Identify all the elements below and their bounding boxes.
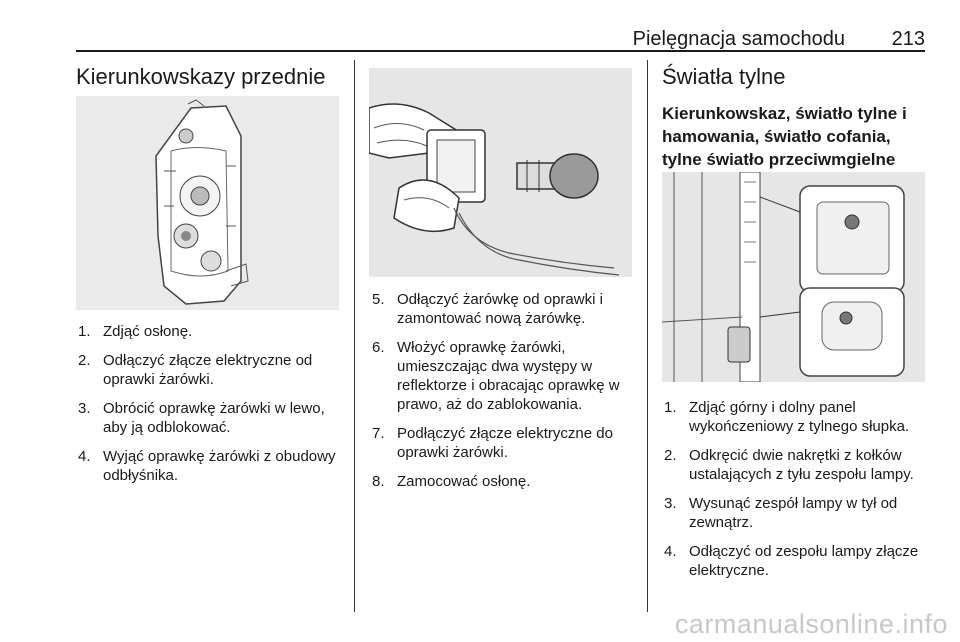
- bulb-replacement-figure: [369, 68, 632, 277]
- front-indicator-figure: [76, 96, 339, 310]
- bulb-replacement-illustration: [369, 68, 632, 277]
- step-item: 1. Zdjąć osłonę.: [78, 323, 193, 340]
- step-item: 4. Odłączyć od zespołu lampy złącze elektryczne.: [664, 543, 919, 579]
- rear-lamp-steps: [664, 398, 934, 590]
- step-item: 2. Odkręcić dwie nakrętki z kołków ustalających z tyłu zespołu lampy.: [664, 447, 914, 483]
- step-item: 7. Podłączyć złącze elektryczne do oprawki żarówki.: [372, 425, 613, 461]
- step-item: 2. Odłączyć złącze elektryczne od oprawki żarówki.: [78, 352, 313, 388]
- column-divider-right: [647, 60, 648, 612]
- section-heading-rear-lights: Światła tylne: [662, 64, 786, 89]
- header-rule: [76, 50, 925, 52]
- watermark-text: carmanualsonline.info: [674, 609, 948, 639]
- step-item: 8. Zamocować osłonę.: [372, 473, 531, 490]
- front-indicator-steps: [78, 322, 350, 495]
- rear-lamp-figure: [662, 172, 925, 382]
- front-indicator-lamp-illustration: [76, 96, 339, 310]
- page-header-title: Pielęgnacja samochodu: [632, 28, 845, 50]
- page-number: 213: [891, 28, 925, 50]
- step-item: 3. Obrócić oprawkę żarówki w lewo, aby ją odblokować.: [78, 400, 325, 436]
- step-item: 4. Wyjąć oprawkę żarówki z obudowy odbłyśnika.: [78, 448, 336, 484]
- bulb-replacement-steps: [372, 290, 644, 501]
- section-heading-front-indicators: Kierunkowskazy przednie: [76, 64, 326, 89]
- step-item: 6. Włożyć oprawkę żarówki, umieszczając dwa występy w reflektorze i obracając oprawkę w prawo, aż do zablokowania.: [372, 339, 620, 413]
- column-divider-left: [354, 60, 355, 612]
- rear-lamp-nuts-illustration: [662, 172, 925, 382]
- step-item: 3. Wysunąć zespół lampy w tył od zewnątrz.: [664, 495, 898, 531]
- step-item: 5. Odłączyć żarówkę od oprawki i zamontować nową żarówkę.: [372, 291, 603, 327]
- subsection-heading: Kierunkowskaz, światło tylne i hamowania, światło cofania, tylne światło przeciwmgielne: [662, 104, 907, 169]
- step-item: 1. Zdjąć górny i dolny panel wykończeniowy z tylnego słupka.: [664, 399, 910, 435]
